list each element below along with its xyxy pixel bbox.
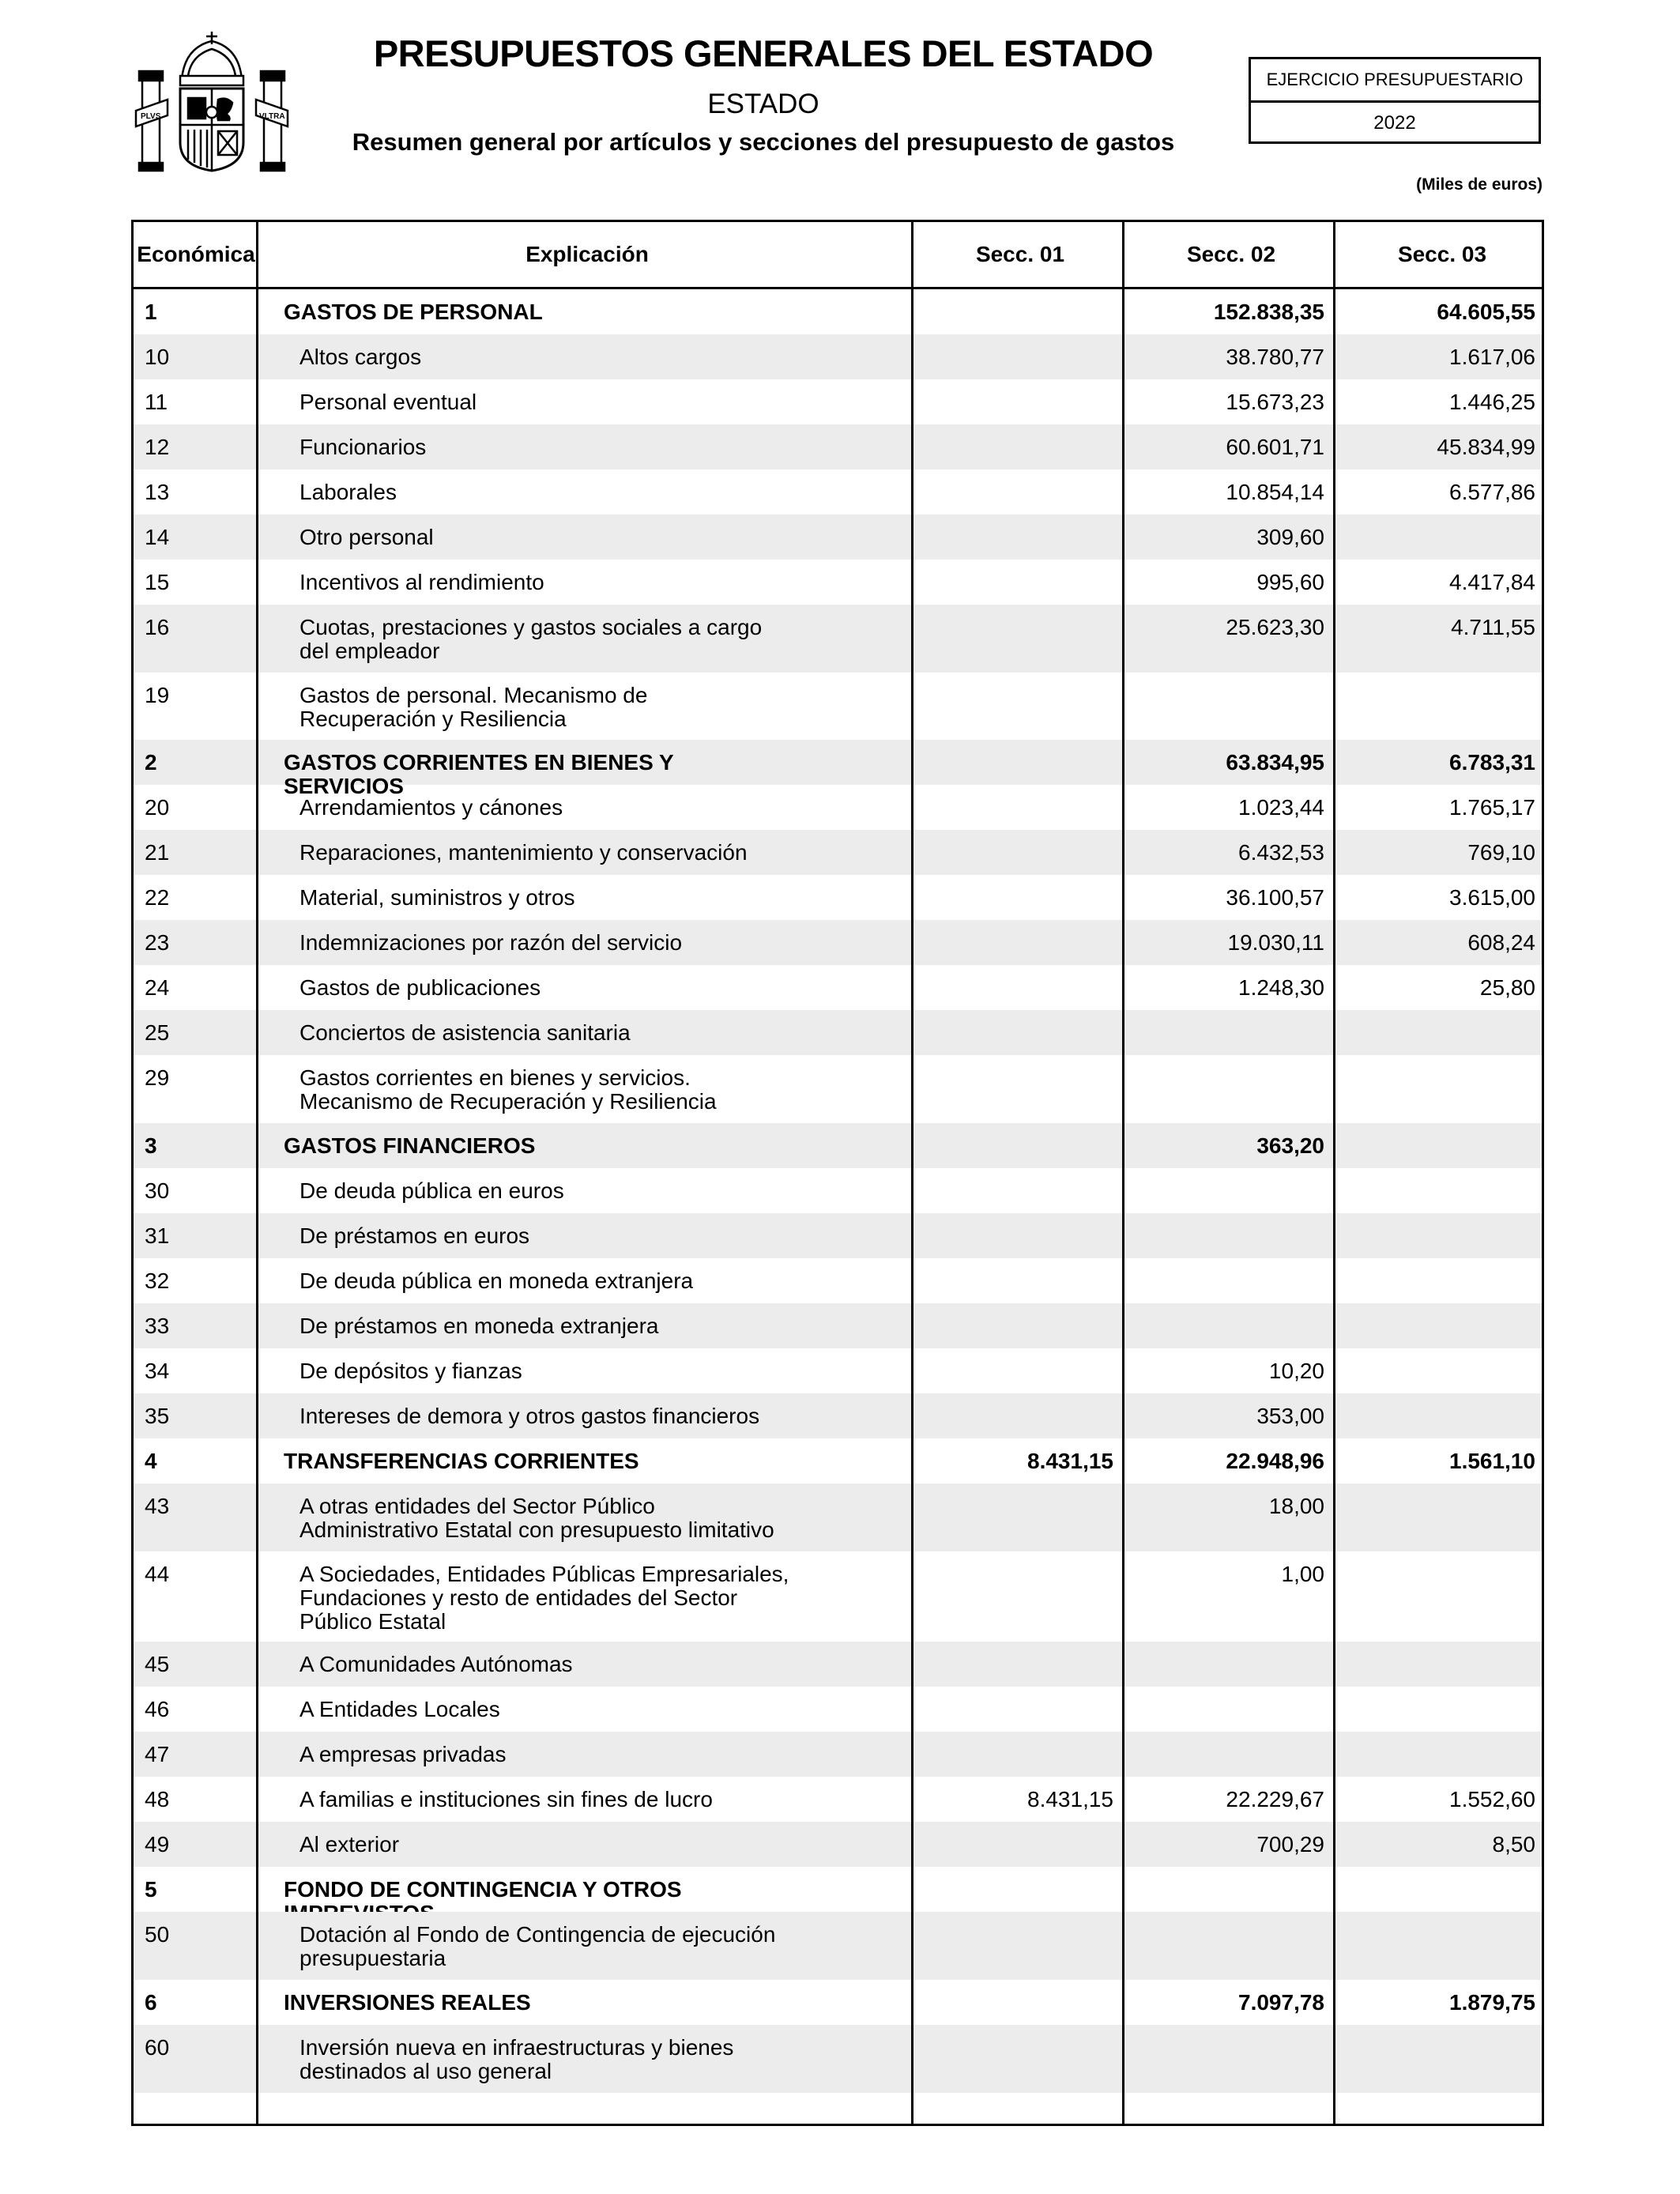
row-description: Personal eventual bbox=[299, 390, 477, 414]
row-secc-01 bbox=[916, 1055, 1113, 1066]
table-row bbox=[134, 334, 1542, 379]
row-secc-02: 1,00 bbox=[1281, 1562, 1324, 1586]
row-code: 10 bbox=[145, 345, 170, 369]
row-secc-02: 995,60 bbox=[1256, 570, 1324, 594]
row-secc-01 bbox=[916, 605, 1113, 616]
row-secc-01 bbox=[916, 515, 1113, 526]
table-row bbox=[134, 560, 1542, 605]
table-row bbox=[134, 673, 1542, 740]
row-code: 23 bbox=[145, 930, 170, 955]
row-secc-02: 363,20 bbox=[1256, 1133, 1324, 1158]
row-secc-03: 64.605,55 bbox=[1437, 300, 1535, 324]
table-row bbox=[134, 785, 1542, 830]
row-description: De depósitos y fianzas bbox=[299, 1359, 522, 1383]
row-secc-03 bbox=[1338, 1258, 1535, 1269]
row-secc-03: 769,10 bbox=[1467, 840, 1535, 865]
row-secc-03: 4.417,84 bbox=[1449, 570, 1535, 594]
row-code: 60 bbox=[145, 2035, 170, 2060]
row-secc-03: 25,80 bbox=[1479, 975, 1535, 1000]
row-description: INVERSIONES REALES bbox=[284, 1990, 531, 2015]
row-description: De deuda pública en moneda extranjera bbox=[299, 1269, 694, 1293]
row-secc-02 bbox=[1127, 1642, 1324, 1653]
row-secc-01 bbox=[916, 1303, 1113, 1314]
row-code: 43 bbox=[145, 1494, 170, 1518]
row-secc-02: 353,00 bbox=[1256, 1404, 1324, 1428]
row-secc-02: 25.623,30 bbox=[1226, 615, 1324, 639]
row-code: 20 bbox=[145, 795, 170, 820]
document-title: PRESUPUESTOS GENERALES DEL ESTADO bbox=[373, 32, 1154, 74]
row-secc-02 bbox=[1127, 673, 1324, 684]
row-secc-02: 1.248,30 bbox=[1238, 975, 1324, 1000]
budget-table bbox=[131, 220, 1544, 2126]
row-secc-03 bbox=[1338, 1055, 1535, 1066]
row-secc-02: 309,60 bbox=[1256, 525, 1324, 549]
column-divider bbox=[911, 222, 913, 2124]
row-secc-01 bbox=[916, 673, 1113, 684]
row-description: Inversión nueva en infraestructuras y bienes destinados al uso general bbox=[299, 2035, 734, 2083]
row-secc-01 bbox=[916, 785, 1113, 796]
row-code: 11 bbox=[145, 390, 168, 414]
header-secc-03: Secc. 03 bbox=[1397, 242, 1487, 266]
row-description: Arrendamientos y cánones bbox=[299, 795, 563, 820]
row-secc-02 bbox=[1127, 1867, 1324, 1878]
row-description: A otras entidades del Sector Público Administrativo Estatal con presupuesto limitativo bbox=[299, 1494, 774, 1542]
row-secc-02: 152.838,35 bbox=[1213, 300, 1324, 324]
row-code: 16 bbox=[145, 615, 170, 639]
table-row bbox=[134, 1551, 1542, 1642]
row-secc-02 bbox=[1127, 1010, 1324, 1021]
row-secc-03: 1.561,10 bbox=[1449, 1449, 1535, 1473]
row-secc-01 bbox=[916, 1980, 1113, 1991]
column-divider bbox=[256, 222, 258, 2124]
row-description: Funcionarios bbox=[299, 435, 427, 459]
row-description: Laborales bbox=[299, 480, 397, 504]
row-code: 32 bbox=[145, 1269, 170, 1293]
row-code: 34 bbox=[145, 1359, 170, 1383]
table-row bbox=[134, 1867, 1542, 1912]
svg-text:VLTRA: VLTRA bbox=[259, 112, 285, 121]
row-secc-02 bbox=[1127, 1732, 1324, 1743]
table-row bbox=[134, 1010, 1542, 1055]
row-description: De préstamos en euros bbox=[299, 1223, 530, 1248]
row-code: 35 bbox=[145, 1404, 170, 1428]
row-code: 22 bbox=[145, 885, 170, 910]
row-description: Gastos de personal. Mecanismo de Recuperación y Resiliencia bbox=[299, 683, 648, 731]
table-row bbox=[134, 469, 1542, 515]
row-secc-03 bbox=[1338, 1168, 1535, 1179]
table-row bbox=[134, 1055, 1542, 1123]
row-secc-01 bbox=[916, 1123, 1113, 1134]
row-secc-03: 6.577,86 bbox=[1449, 480, 1535, 504]
row-secc-02: 18,00 bbox=[1268, 1494, 1324, 1518]
table-row bbox=[134, 1393, 1542, 1438]
row-secc-02: 10.854,14 bbox=[1226, 480, 1324, 504]
row-code: 4 bbox=[145, 1449, 157, 1473]
row-secc-03 bbox=[1338, 1642, 1535, 1653]
document-description: Resumen general por artículos y secciones del presupuesto de gastos bbox=[352, 128, 1175, 156]
column-divider bbox=[1122, 222, 1124, 2124]
row-description: A empresas privadas bbox=[299, 1742, 507, 1766]
table-row bbox=[134, 515, 1542, 560]
table-row bbox=[134, 289, 1542, 334]
row-secc-02: 38.780,77 bbox=[1226, 345, 1324, 369]
row-description: A familias e instituciones sin fines de lucro bbox=[299, 1787, 713, 1811]
row-secc-01 bbox=[916, 469, 1113, 481]
row-secc-02: 63.834,95 bbox=[1226, 750, 1324, 775]
row-description: FONDO DE CONTINGENCIA Y OTROS bbox=[284, 1877, 682, 1902]
row-secc-03 bbox=[1338, 2025, 1535, 2036]
table-row bbox=[134, 830, 1542, 875]
row-description: Conciertos de asistencia sanitaria bbox=[299, 1020, 631, 1045]
row-description: Cuotas, prestaciones y gastos sociales a cargo del empleador bbox=[299, 615, 763, 663]
row-secc-03: 608,24 bbox=[1467, 930, 1535, 955]
table-row bbox=[134, 424, 1542, 469]
row-secc-03 bbox=[1338, 1732, 1535, 1743]
row-secc-03 bbox=[1338, 1687, 1535, 1698]
table-row bbox=[134, 1980, 1542, 2025]
table-row bbox=[134, 379, 1542, 424]
row-code: 48 bbox=[145, 1787, 170, 1811]
row-code: 21 bbox=[145, 840, 170, 865]
row-secc-01 bbox=[916, 2025, 1113, 2036]
row-secc-01 bbox=[916, 1213, 1113, 1224]
row-code: 12 bbox=[145, 435, 170, 459]
table-row bbox=[134, 740, 1542, 798]
row-description: Indemnizaciones por razón del servicio bbox=[299, 930, 683, 955]
row-secc-02 bbox=[1127, 1055, 1324, 1066]
row-secc-01 bbox=[916, 875, 1113, 886]
row-code: 46 bbox=[145, 1697, 170, 1721]
header-secc-02: Secc. 02 bbox=[1186, 242, 1276, 266]
row-description: Incentivos al rendimiento bbox=[299, 570, 544, 594]
table-row bbox=[134, 1258, 1542, 1303]
row-description: A Comunidades Autónomas bbox=[299, 1652, 573, 1676]
row-code: 44 bbox=[145, 1562, 170, 1586]
row-secc-03 bbox=[1338, 1348, 1535, 1359]
row-code: 49 bbox=[145, 1832, 170, 1857]
row-description: GASTOS FINANCIEROS bbox=[284, 1133, 536, 1158]
svg-text:PLVS: PLVS bbox=[141, 112, 161, 121]
row-secc-03: 3.615,00 bbox=[1449, 885, 1535, 910]
row-secc-03 bbox=[1338, 1010, 1535, 1021]
row-description: Otro personal bbox=[299, 525, 434, 549]
table-row bbox=[134, 1213, 1542, 1258]
row-secc-01 bbox=[916, 1393, 1113, 1404]
fiscal-year-box bbox=[1249, 57, 1541, 144]
row-secc-01: 8.431,15 bbox=[1027, 1787, 1113, 1811]
row-secc-03: 4.711,55 bbox=[1451, 615, 1535, 639]
table-row bbox=[134, 1303, 1542, 1348]
row-code: 50 bbox=[145, 1922, 170, 1947]
row-secc-01 bbox=[916, 1822, 1113, 1833]
table-row bbox=[134, 1687, 1542, 1732]
row-code: 30 bbox=[145, 1178, 170, 1203]
row-code: 33 bbox=[145, 1314, 170, 1338]
row-secc-01 bbox=[916, 1348, 1113, 1359]
header-secc-01: Secc. 01 bbox=[975, 242, 1065, 266]
row-secc-01 bbox=[916, 1732, 1113, 1743]
row-secc-01 bbox=[916, 740, 1113, 751]
row-secc-02 bbox=[1127, 1687, 1324, 1698]
table-row bbox=[134, 1483, 1542, 1551]
row-secc-02 bbox=[1127, 1912, 1324, 1923]
row-description: A Sociedades, Entidades Públicas Empresariales, Fundaciones y resto de entidades del Sector Público Estatal bbox=[299, 1562, 789, 1634]
row-code: 29 bbox=[145, 1065, 170, 1090]
row-secc-01 bbox=[916, 289, 1113, 300]
table-header bbox=[134, 222, 1542, 289]
table-row bbox=[134, 605, 1542, 673]
row-secc-03 bbox=[1338, 1123, 1535, 1134]
row-description: Material, suministros y otros bbox=[299, 885, 575, 910]
row-secc-01 bbox=[916, 1168, 1113, 1179]
row-secc-03: 8,50 bbox=[1492, 1832, 1535, 1857]
row-secc-02: 10,20 bbox=[1268, 1359, 1324, 1383]
row-secc-01 bbox=[916, 920, 1113, 931]
row-secc-02: 700,29 bbox=[1256, 1832, 1324, 1857]
row-code: 31 bbox=[145, 1223, 170, 1248]
row-secc-01 bbox=[916, 830, 1113, 841]
row-secc-03: 6.783,31 bbox=[1449, 750, 1535, 775]
fiscal-year-value: 2022 bbox=[1373, 112, 1416, 134]
row-secc-02 bbox=[1127, 1213, 1324, 1224]
row-description: De préstamos en moneda extranjera bbox=[299, 1314, 659, 1338]
row-secc-02: 60.601,71 bbox=[1226, 435, 1324, 459]
row-description: TRANSFERENCIAS CORRIENTES bbox=[284, 1449, 639, 1473]
row-secc-03 bbox=[1338, 673, 1535, 684]
row-secc-03: 1.552,60 bbox=[1449, 1787, 1535, 1811]
table-row bbox=[134, 1732, 1542, 1777]
row-code: 6 bbox=[145, 1990, 157, 2015]
row-code: 45 bbox=[145, 1652, 170, 1676]
header-code: Económica bbox=[137, 242, 255, 266]
row-code: 15 bbox=[145, 570, 170, 594]
row-description: De deuda pública en euros bbox=[299, 1178, 564, 1203]
row-secc-03: 1.446,25 bbox=[1449, 390, 1535, 414]
row-secc-01 bbox=[916, 334, 1113, 345]
row-code: 19 bbox=[145, 683, 170, 707]
row-secc-02: 1.023,44 bbox=[1238, 795, 1324, 820]
table-row bbox=[134, 1123, 1542, 1168]
row-secc-02: 15.673,23 bbox=[1226, 390, 1324, 414]
row-description: Altos cargos bbox=[299, 345, 422, 369]
row-code: 13 bbox=[145, 480, 170, 504]
row-secc-03: 45.834,99 bbox=[1437, 435, 1535, 459]
table-row bbox=[134, 920, 1542, 965]
row-description: GASTOS CORRIENTES EN BIENES Y SERVICIOS bbox=[284, 750, 674, 798]
row-code: 14 bbox=[145, 525, 170, 549]
table-row bbox=[134, 1822, 1542, 1867]
header-description: Explicación bbox=[525, 242, 649, 266]
row-secc-02: 6.432,53 bbox=[1238, 840, 1324, 865]
row-secc-01 bbox=[916, 1687, 1113, 1698]
row-description: A Entidades Locales bbox=[299, 1697, 500, 1721]
row-secc-03 bbox=[1338, 1867, 1535, 1878]
row-secc-02: 36.100,57 bbox=[1226, 885, 1324, 910]
row-secc-03 bbox=[1338, 1303, 1535, 1314]
document-subtitle: ESTADO bbox=[707, 89, 819, 119]
row-secc-01 bbox=[916, 965, 1113, 976]
row-secc-01 bbox=[916, 560, 1113, 571]
row-secc-02 bbox=[1127, 1258, 1324, 1269]
row-secc-01 bbox=[916, 424, 1113, 435]
row-code: 25 bbox=[145, 1020, 170, 1045]
row-secc-03 bbox=[1338, 1551, 1535, 1563]
row-secc-01 bbox=[916, 1867, 1113, 1878]
row-secc-01 bbox=[916, 1483, 1113, 1495]
table-row bbox=[134, 875, 1542, 920]
row-code: 5 bbox=[145, 1877, 157, 1902]
row-secc-01 bbox=[916, 379, 1113, 390]
table-row bbox=[134, 1777, 1542, 1822]
row-secc-01: 8.431,15 bbox=[1027, 1449, 1113, 1473]
table-row bbox=[134, 965, 1542, 1010]
row-description: Gastos corrientes en bienes y servicios. Mecanismo de Recuperación y Resiliencia bbox=[299, 1065, 717, 1114]
table-row bbox=[134, 2025, 1542, 2093]
row-code: 2 bbox=[145, 750, 157, 775]
table-row bbox=[134, 1348, 1542, 1393]
row-description: Intereses de demora y otros gastos financieros bbox=[299, 1404, 760, 1428]
row-secc-02 bbox=[1127, 2025, 1324, 2036]
row-secc-03 bbox=[1338, 1912, 1535, 1923]
row-code: 24 bbox=[145, 975, 170, 1000]
row-secc-03: 1.617,06 bbox=[1449, 345, 1535, 369]
row-secc-01 bbox=[916, 1258, 1113, 1269]
row-secc-03 bbox=[1338, 1483, 1535, 1495]
row-description: Al exterior bbox=[299, 1832, 400, 1857]
table-row bbox=[134, 1168, 1542, 1213]
row-description: Reparaciones, mantenimiento y conservación bbox=[299, 840, 748, 865]
row-secc-02: 22.948,96 bbox=[1226, 1449, 1324, 1473]
table-row bbox=[134, 1642, 1542, 1687]
row-description: Gastos de publicaciones bbox=[299, 975, 541, 1000]
row-secc-01 bbox=[916, 1912, 1113, 1923]
row-secc-02: 7.097,78 bbox=[1238, 1990, 1324, 2015]
row-secc-01 bbox=[916, 1010, 1113, 1021]
row-secc-02: 19.030,11 bbox=[1227, 930, 1324, 955]
row-secc-02 bbox=[1127, 1168, 1324, 1179]
column-divider bbox=[1333, 222, 1335, 2124]
row-description: GASTOS DE PERSONAL bbox=[284, 300, 543, 324]
row-secc-01 bbox=[916, 1642, 1113, 1653]
fiscal-year-label: EJERCICIO PRESUPUESTARIO bbox=[1251, 59, 1539, 103]
row-secc-03: 1.879,75 bbox=[1449, 1990, 1535, 2015]
row-secc-03 bbox=[1338, 1213, 1535, 1224]
row-code: 3 bbox=[145, 1133, 157, 1158]
row-description: Dotación al Fondo de Contingencia de ejecución presupuestaria bbox=[299, 1922, 776, 1970]
table-row bbox=[134, 1912, 1542, 1980]
row-secc-02: 22.229,67 bbox=[1226, 1787, 1324, 1811]
row-code: 1 bbox=[145, 300, 157, 324]
row-code: 47 bbox=[145, 1742, 170, 1766]
row-secc-03 bbox=[1338, 515, 1535, 526]
row-secc-02 bbox=[1127, 1303, 1324, 1314]
row-secc-01 bbox=[916, 1551, 1113, 1563]
units-note: (Miles de euros) bbox=[1416, 175, 1543, 194]
row-secc-03: 1.765,17 bbox=[1449, 795, 1535, 820]
table-row bbox=[134, 1438, 1542, 1483]
row-secc-03 bbox=[1338, 1393, 1535, 1404]
